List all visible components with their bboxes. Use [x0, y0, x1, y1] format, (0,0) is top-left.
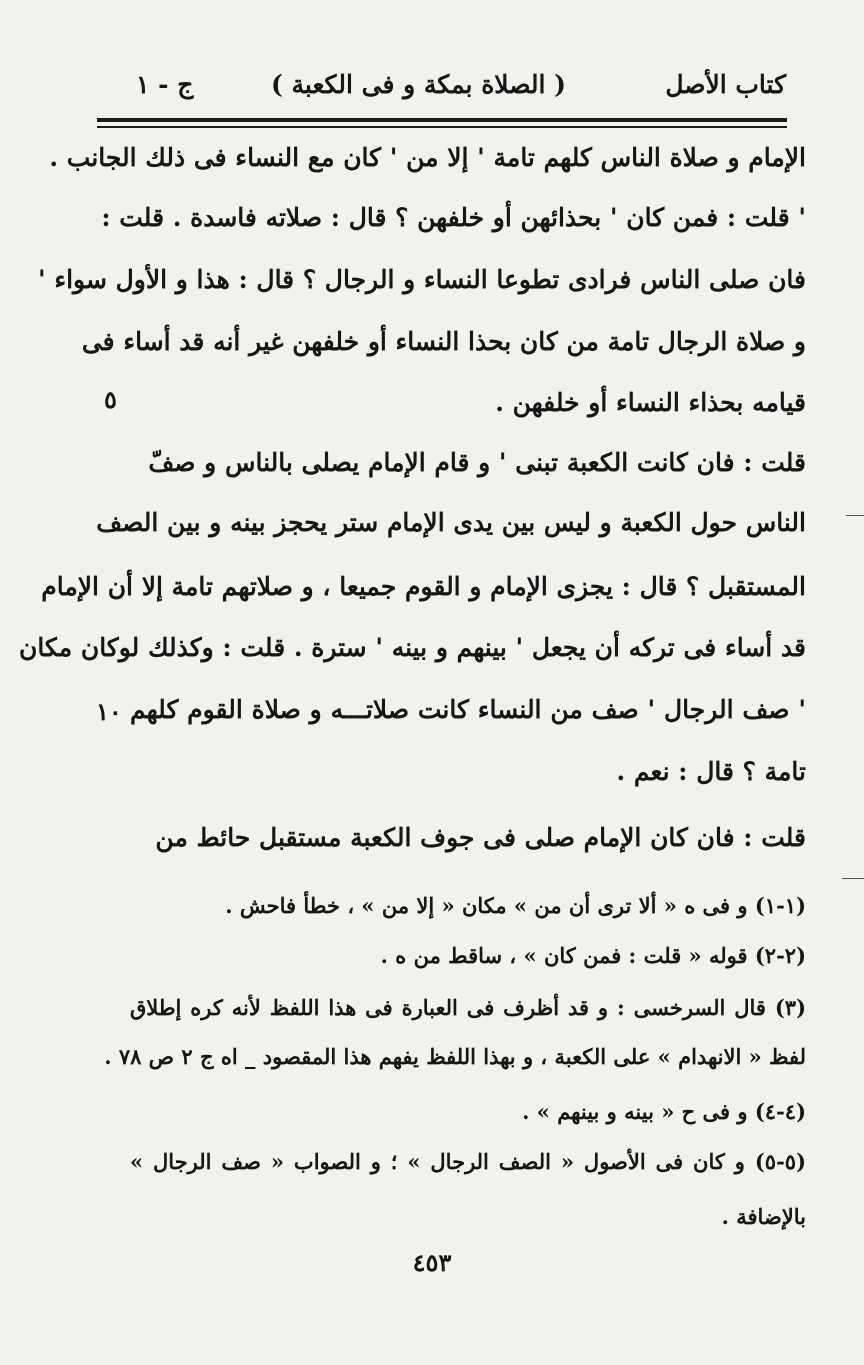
body-line: قيامه بحذاء النساء أو خلفهن . [495, 388, 806, 417]
running-header [118, 70, 786, 110]
body-line: الناس حول الكعبة و ليس بين يدى الإمام ستر يحجز بينه و بين الصف [96, 508, 806, 537]
footnote: (٤-٤) و فى ح « بينه و بينهم » . [522, 1099, 806, 1124]
book-title: كتاب الأصل [665, 70, 786, 99]
body-line: ' قلت : فمن كان ' بحذائهن أو خلفهن ؟ قال : صلاته فاسدة . قلت : [101, 203, 806, 232]
footnote: (٣) قال السرخسى : و قد أظرف فى العبارة فى هذا اللفظ لأنه كره إطلاق [130, 995, 806, 1020]
body-line: قد أساء فى تركه أن يجعل ' بينهم و بينه ' سترة . قلت : وكذلك لوكان مكان [18, 633, 806, 662]
body-line: ' صف الرجال ' صف من النساء كانت صلاتـــه و صلاة القوم كلهم [130, 695, 806, 724]
body-line: الإمام و صلاة الناس كلهم تامة ' إلا من ' كان مع النساء فى ذلك الجانب . [49, 143, 806, 172]
line-number-5: ٥ [104, 385, 117, 414]
body-line: قلت : فان كان الإمام صلى فى جوف الكعبة مستقبل حائط من [155, 823, 806, 852]
page-number: ٤٥٣ [412, 1248, 452, 1277]
body-line: و صلاة الرجال تامة من كان بحذا النساء أو خلفهن غير أنه قد أساء فى [81, 327, 806, 356]
footnote: (١-١) و فى ه « ألا ترى أن من » مكان « إلا من » ، خطأ فاحش . [225, 893, 806, 918]
header-rule-thin [97, 126, 787, 128]
body-line: المستقبل ؟ قال : يجزى الإمام و القوم جميعا ، و صلاتهم تامة إلا أن الإمام [41, 572, 806, 601]
body-line: قلت : فان كانت الكعبة تبنى ' و قام الإمام يصلى بالناس و صفّ [148, 448, 806, 477]
body-line: فان صلى الناس فرادى تطوعا النساء و الرجال ؟ قال : هذا و الأول سواء ' [37, 265, 806, 294]
footnote: (٢-٢) قوله « قلت : فمن كان » ، ساقط من ه . [380, 943, 806, 968]
footnote: (٥-٥) و كان فى الأصول « الصف الرجال » ؛ و الصواب « صف الرجال » [130, 1149, 806, 1174]
line-number-10: ١٠ [96, 697, 122, 726]
scan-margin-mark [842, 878, 864, 879]
section-title: ( الصلاة بمكة و فى الكعبة ) [271, 70, 566, 99]
footnote: لفظ « الانهدام » على الكعبة ، و بهذا اللفظ يفهم هذا المقصود _ اه ج ٢ ص ٧٨ . [104, 1044, 806, 1069]
footnote: بالإضافة . [721, 1204, 806, 1229]
volume-indicator: ج - ١ [136, 70, 194, 99]
body-line: تامة ؟ قال : نعم . [616, 757, 806, 786]
header-rule-thick [97, 118, 787, 122]
scan-margin-mark [846, 515, 864, 516]
